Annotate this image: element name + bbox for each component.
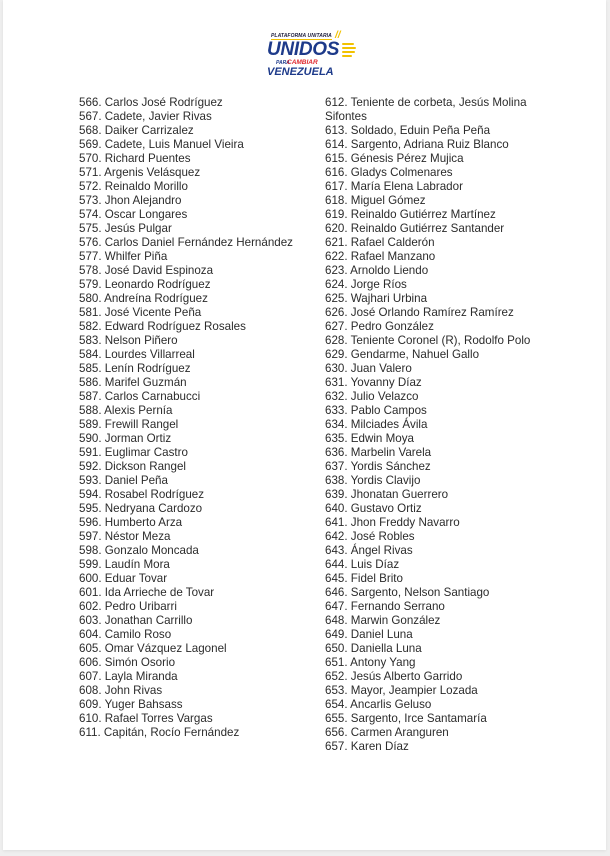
list-item: 622. Rafael Manzano <box>325 250 436 263</box>
list-item: 586. Marifel Guzmán <box>79 376 187 389</box>
list-item: 567. Cadete, Javier Rivas <box>79 110 212 123</box>
list-item: 636. Marbelin Varela <box>325 446 432 459</box>
list-item: 594. Rosabel Rodríguez <box>79 488 205 501</box>
list-item: 613. Soldado, Eduin Peña Peña <box>325 124 491 137</box>
list-item: 598. Gonzalo Moncada <box>79 544 199 557</box>
list-item: 592. Dickson Rangel <box>79 460 186 473</box>
list-item: 597. Néstor Meza <box>79 530 171 543</box>
list-item: 588. Alexis Pernía <box>79 404 173 417</box>
list-item: 649. Daniel Luna <box>325 628 413 641</box>
list-item: 632. Julio Velazco <box>325 390 419 403</box>
list-item: 616. Gladys Colmenares <box>325 166 453 179</box>
list-item: 599. Laudín Mora <box>79 558 170 571</box>
list-item: 589. Frewill Rangel <box>79 418 179 431</box>
list-item: 654. Ancarlis Geluso <box>325 698 432 711</box>
list-item: 608. John Rivas <box>79 684 163 697</box>
list-item: 618. Miguel Gómez <box>325 194 426 207</box>
list-item: 614. Sargento, Adriana Ruiz Blanco <box>325 138 509 151</box>
list-item: 602. Pedro Uribarri <box>79 600 177 613</box>
list-item: 627. Pedro González <box>325 320 434 333</box>
list-item: 633. Pablo Campos <box>325 404 427 417</box>
list-item: 568. Daiker Carrizalez <box>79 124 194 137</box>
list-item: 574. Oscar Longares <box>79 208 188 221</box>
list-item: 579. Leonardo Rodríguez <box>79 278 211 291</box>
list-item: 657. Karen Díaz <box>325 740 409 753</box>
list-item: 628. Teniente Coronel (R), Rodolfo Polo <box>325 334 531 347</box>
list-item: 607. Layla Miranda <box>79 670 178 683</box>
logo-cambiar-text: CAMBIAR <box>287 59 318 66</box>
list-item: 595. Nedryana Cardozo <box>79 502 203 515</box>
list-item: 617. María Elena Labrador <box>325 180 463 193</box>
raised-hand-icon <box>342 43 356 59</box>
list-item: 612. Teniente de corbeta, Jesús Molina Sifontes <box>325 96 527 123</box>
list-item: 584. Lourdes Villarreal <box>79 348 195 361</box>
list-item: 576. Carlos Daniel Fernández Hernández <box>79 236 293 249</box>
list-item: 581. José Vicente Peña <box>79 306 202 319</box>
list-item: 587. Carlos Carnabucci <box>79 390 201 403</box>
list-item: 653. Mayor, Jeampier Lozada <box>325 684 478 697</box>
document-page <box>3 0 606 850</box>
list-item: 572. Reinaldo Morillo <box>79 180 188 193</box>
list-item: 603. Jonathan Carrillo <box>79 614 193 627</box>
names-list-right <box>325 96 545 754</box>
logo-slash-mark: // <box>335 30 341 41</box>
list-item: 570. Richard Puentes <box>79 152 191 165</box>
list-item: 604. Camilo Roso <box>79 628 172 641</box>
list-item: 620. Reinaldo Gutiérrez Santander <box>325 222 505 235</box>
list-item: 571. Argenis Velásquez <box>79 166 201 179</box>
list-item: 630. Juan Valero <box>325 362 412 375</box>
logo-country-text: VENEZUELA <box>267 66 334 78</box>
list-item: 651. Antony Yang <box>325 656 416 669</box>
list-item: 590. Jorman Ortiz <box>79 432 172 445</box>
list-item: 647. Fernando Serrano <box>325 600 445 613</box>
list-item: 610. Rafael Torres Vargas <box>79 712 213 725</box>
list-item: 645. Fidel Brito <box>325 572 403 585</box>
list-item: 623. Arnoldo Liendo <box>325 264 429 277</box>
list-item: 566. Carlos José Rodríguez <box>79 96 223 109</box>
list-item: 575. Jesús Pulgar <box>79 222 172 235</box>
list-item: 624. Jorge Ríos <box>325 278 407 291</box>
list-item: 640. Gustavo Ortiz <box>325 502 422 515</box>
list-item: 578. José David Espinoza <box>79 264 214 277</box>
list-item: 639. Jhonatan Guerrero <box>325 488 449 501</box>
list-item: 637. Yordis Sánchez <box>325 460 431 473</box>
list-item: 580. Andreína Rodríguez <box>79 292 208 305</box>
list-item: 569. Cadete, Luis Manuel Vieira <box>79 138 244 151</box>
logo-main-text: UNIDOS <box>267 39 340 60</box>
list-item: 642. José Robles <box>325 530 415 543</box>
list-item: 621. Rafael Calderón <box>325 236 435 249</box>
list-item: 643. Ángel Rivas <box>325 544 413 557</box>
list-item: 582. Edward Rodríguez Rosales <box>79 320 246 333</box>
list-item: 646. Sargento, Nelson Santiago <box>325 586 490 599</box>
list-item: 648. Marwin González <box>325 614 441 627</box>
logo-top-line: PLATAFORMA UNITARIA <box>271 33 332 39</box>
list-item: 601. Ida Arrieche de Tovar <box>79 586 215 599</box>
list-item: 611. Capitán, Rocío Fernández <box>79 726 240 739</box>
list-item: 655. Sargento, Irce Santamaría <box>325 712 487 725</box>
list-item: 638. Yordis Clavijo <box>325 474 421 487</box>
list-item: 625. Wajhari Urbina <box>325 292 428 305</box>
list-item: 626. José Orlando Ramírez Ramírez <box>325 306 514 319</box>
names-list-left <box>79 96 299 740</box>
list-item: 634. Milciades Ávila <box>325 418 428 431</box>
list-item: 593. Daniel Peña <box>79 474 168 487</box>
list-item: 650. Daniella Luna <box>325 642 422 655</box>
list-item: 644. Luis Díaz <box>325 558 400 571</box>
unidos-logo <box>265 30 365 82</box>
list-item: 609. Yuger Bahsass <box>79 698 183 711</box>
list-item: 652. Jesús Alberto Garrido <box>325 670 463 683</box>
list-item: 656. Carmen Aranguren <box>325 726 449 739</box>
list-item: 629. Gendarme, Nahuel Gallo <box>325 348 480 361</box>
list-item: 577. Whilfer Piña <box>79 250 168 263</box>
list-item: 573. Jhon Alejandro <box>79 194 182 207</box>
list-item: 600. Eduar Tovar <box>79 572 168 585</box>
list-item: 635. Edwin Moya <box>325 432 414 445</box>
list-item: 583. Nelson Piñero <box>79 334 178 347</box>
list-item: 615. Génesis Pérez Mujica <box>325 152 464 165</box>
list-item: 631. Yovanny Díaz <box>325 376 422 389</box>
list-item: 596. Humberto Arza <box>79 516 183 529</box>
list-item: 619. Reinaldo Gutiérrez Martínez <box>325 208 496 221</box>
list-item: 641. Jhon Freddy Navarro <box>325 516 460 529</box>
list-item: 605. Omar Vázquez Lagonel <box>79 642 227 655</box>
list-item: 591. Euglimar Castro <box>79 446 188 459</box>
logo-para-text: PARA <box>276 60 290 66</box>
list-item: 585. Lenín Rodríguez <box>79 362 191 375</box>
list-item: 606. Simón Osorio <box>79 656 176 669</box>
